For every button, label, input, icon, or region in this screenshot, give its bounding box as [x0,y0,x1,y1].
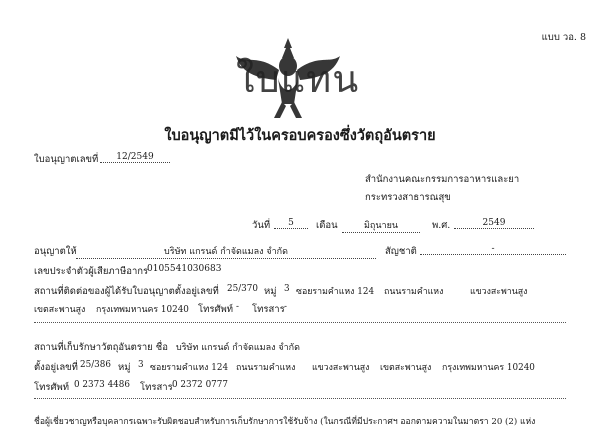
storage-fax: 0 2372 0777 [172,380,228,390]
contact-khwaeng: แขวงสะพานสูง [470,287,528,297]
divider [34,322,566,323]
contact-phone-label: โทรศัพท์ [198,304,234,315]
storage-phone: 0 2373 4486 [74,380,130,390]
contact-soi: ซอยรามคำแหง 124 [296,287,375,297]
license-number-value: 12/2549 [100,152,170,163]
contact-moo: 3 [284,284,290,294]
contact-province: กรุงเทพมหานคร 10240 [96,305,189,315]
nationality-value: - [420,244,566,255]
month-value: มิถุนายน [342,218,420,233]
storage-moo: 3 [138,360,144,370]
tax-id-value: 0105541030683 [147,264,222,274]
issuer-line-1: สำนักงานคณะกรรมการอาหารและยา [365,174,520,185]
contact-moo-label: หมู่ [264,286,277,297]
form-number: แบบ วอ. 8 [541,32,586,43]
year-label: พ.ศ. [432,220,451,231]
replacement-stamp: ใบแทน [236,57,360,101]
grantee-value: บริษัท แกรนด์ กำจัดแมลง จำกัด [76,244,376,259]
divider [34,398,566,399]
contact-fax: - [284,302,287,312]
day-label: วันที่ [252,220,271,231]
contact-address-label: สถานที่ติดต่อของผู้ได้รับใบอนุญาตตั้งอยู่เลขที่ [34,286,219,297]
storage-soi: ซอยรามคำแหง 124 [150,363,229,373]
contact-fax-label: โทรสาร [252,304,285,315]
contact-phone: - [236,302,239,312]
contact-khet: เขตสะพานสูง [34,305,86,315]
issuer-line-2: กระทรวงสาธารณสุข [365,192,451,203]
license-number-label: ใบอนุญาตเลขที่ [34,154,99,165]
footer-text: ชื่อผู้เชี่ยวชาญหรือบุคลากรเฉพาะรับผิดชอบสำหรับการเก็บรักษาการใช้รับจ้าง (ในกรณีที่มีประกาศฯ ออกตามความในมาตรา 20 (2) แห่ง [34,417,536,427]
storage-province: กรุงเทพมหานคร 10240 [442,363,535,373]
storage-label: สถานที่เก็บรักษาวัตถุอันตราย ชื่อ [34,342,168,353]
document-title: ใบอนุญาตมีไว้ในครอบครองซึ่งวัตถุอันตราย [164,127,436,144]
month-label: เดือน [316,220,338,231]
day-value: 5 [274,218,308,229]
storage-address-label: ตั้งอยู่เลขที่ [34,362,78,373]
year-value: 2549 [454,218,534,229]
tax-id-label: เลขประจำตัวผู้เสียภาษีอากร [34,266,149,277]
grantee-label: อนุญาตให้ [34,246,77,257]
storage-moo-label: หมู่ [118,362,131,373]
storage-fax-label: โทรสาร [140,382,173,393]
storage-khwaeng: แขวงสะพานสูง [312,363,370,373]
storage-road: ถนนรามคำแหง [236,363,296,373]
storage-khet: เขตสะพานสูง [380,363,432,373]
nationality-label: สัญชาติ [385,246,417,257]
storage-address-no: 25/386 [80,360,111,370]
contact-address-no: 25/370 [227,284,258,294]
storage-name: บริษัท แกรนด์ กำจัดแมลง จำกัด [176,343,300,353]
storage-phone-label: โทรศัพท์ [34,382,70,393]
contact-road: ถนนรามคำแหง [384,287,444,297]
